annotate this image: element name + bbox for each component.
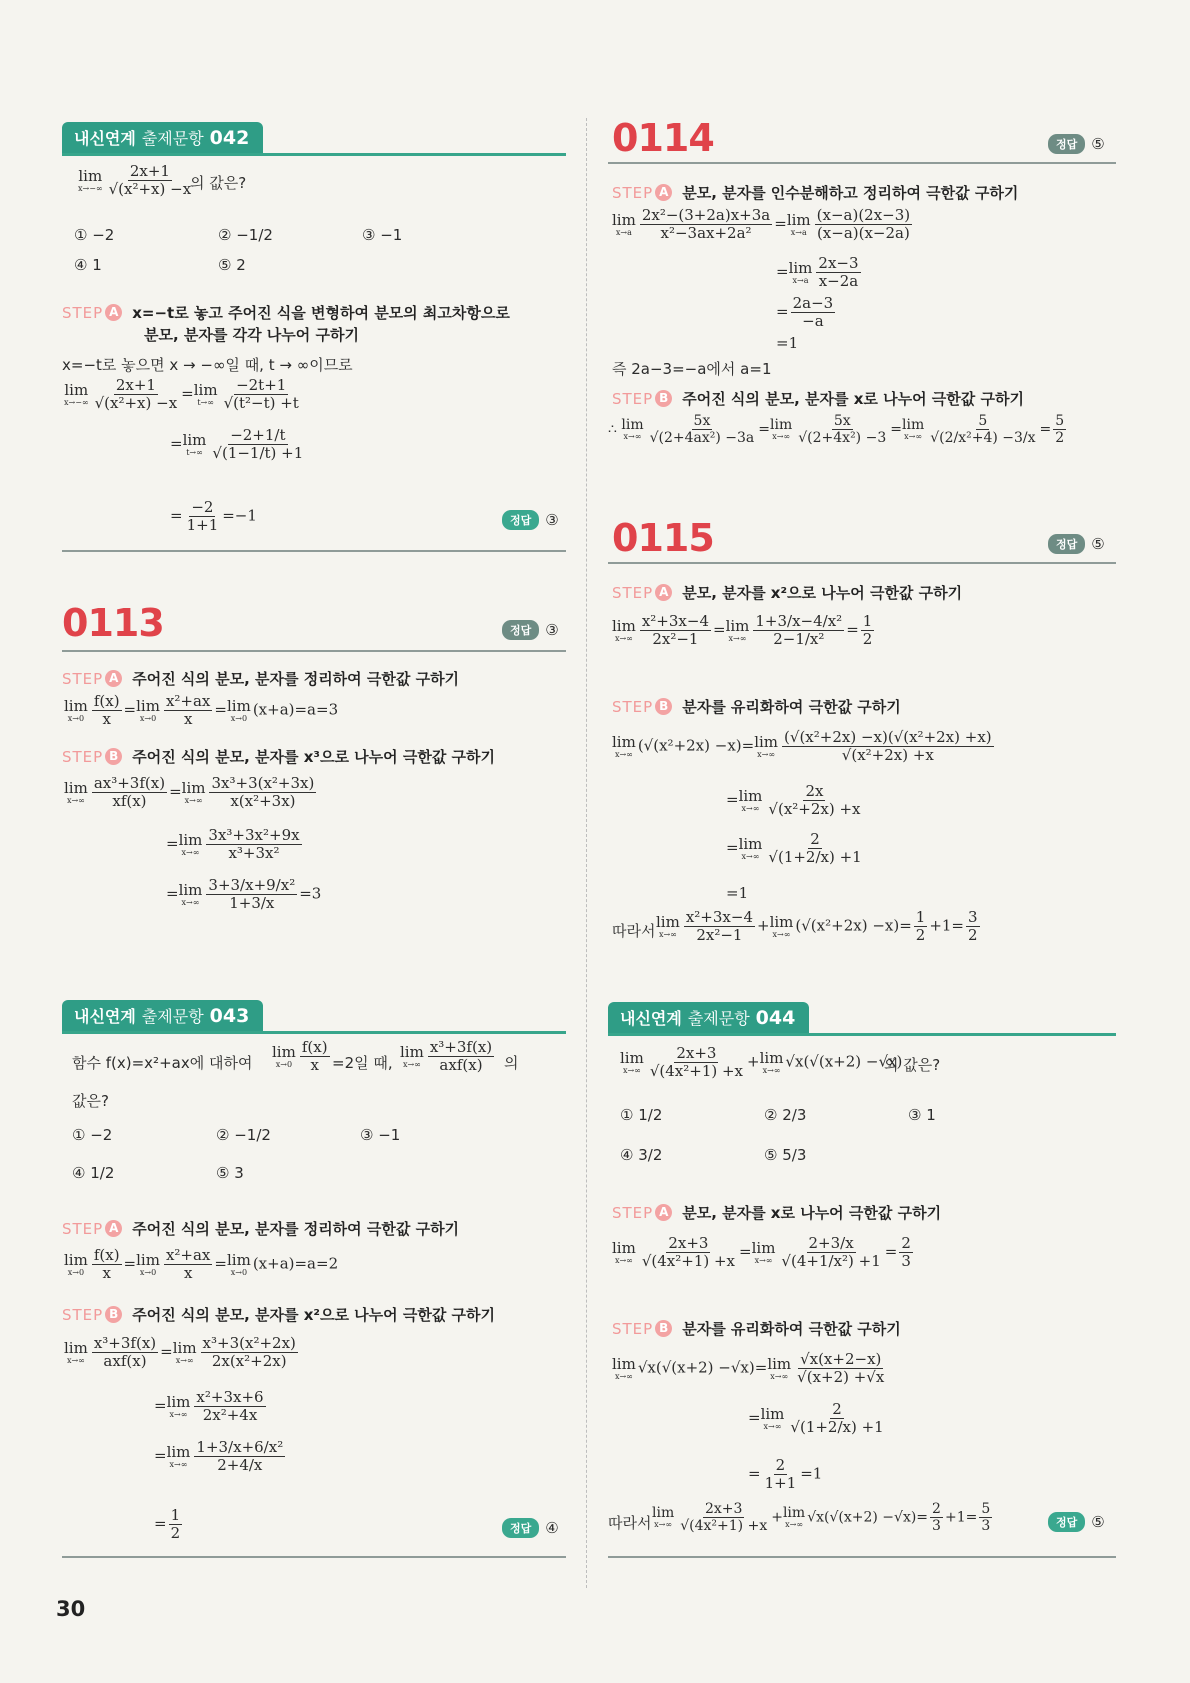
problem-rule bbox=[608, 562, 1116, 564]
0113-line3: =lim x→∞ $\frac{\text{3x³+3x²+9x}}{\text{x³+3x²}}$ bbox=[166, 826, 300, 862]
step-label: STEP bbox=[612, 389, 654, 408]
divider bbox=[62, 550, 566, 552]
step-b-text: 주어진 식의 분모, 분자를 x³으로 나누어 극한값 구하기 bbox=[132, 748, 496, 766]
problem-number-0113: 0113 bbox=[62, 601, 164, 645]
0114-line3: = $\frac{2a-3}{-a}$ bbox=[776, 294, 834, 330]
q043-choice-2: ② −1/2 bbox=[216, 1126, 271, 1144]
q044-choice-1: ① 1/2 bbox=[620, 1106, 663, 1124]
step-label: STEP bbox=[612, 1203, 654, 1222]
answer-0114 bbox=[1048, 134, 1105, 154]
0115-line1: lim x→∞ $\frac{\text{x²+3x−4}}{\text{2x²−1}}$ =lim x→∞ $\frac{\text{1+3/x−4/x²}}{\text{2−1/x²}}$ = $\frac{1}{2}$ bbox=[612, 612, 873, 648]
0115-line2: lim x→∞ (√(x²+2x) −x)=lim x→∞ $\frac{\text{(√(x²+2x) −x)(√(x²+2x) +x)}}{\text{√(x²+2x) +x}}$ bbox=[612, 728, 992, 764]
043-line3: =lim x→∞ $\frac{\text{x²+3x+6}}{\text{2x²+4x}}$ bbox=[154, 1388, 264, 1424]
step-a-0113: STEP A 주어진 식의 분모, 분자를 정리하여 극한값 구하기 bbox=[62, 669, 460, 688]
banner-number: 043 bbox=[209, 1004, 250, 1027]
banner-label: 내신연계 bbox=[74, 129, 136, 148]
q043-question-tail: 의 bbox=[504, 1054, 519, 1072]
q044-choice-4: ④ 3/2 bbox=[620, 1146, 663, 1164]
step-label: STEP bbox=[62, 1305, 104, 1324]
q043-question-mid: =2일 때, bbox=[332, 1054, 393, 1072]
044-line5: lim x→∞ $\frac{2x+3}{\text{√(4x²+1) +x}}$ +lim x→∞ √x(√(x+2) −√x)= $\frac{2}{3}$ +1= $\frac{5}{3}$ bbox=[652, 1501, 991, 1534]
answer-0115 bbox=[1048, 534, 1105, 554]
answer-043 bbox=[502, 1518, 559, 1538]
q042-solution-line2: =lim t→∞ $\frac{-2+1/t}{√(1-1/t) +1}$ bbox=[170, 426, 304, 462]
step-label: STEP bbox=[62, 303, 104, 322]
section-banner-043 bbox=[62, 1000, 566, 1034]
step-label: STEP bbox=[612, 1319, 654, 1338]
q044-question-tail: 의 값은? bbox=[884, 1056, 941, 1074]
step-a-text: 주어진 식의 분모, 분자를 정리하여 극한값 구하기 bbox=[132, 1220, 460, 1238]
step-a-text-cont: 분모, 분자를 각각 나누어 구하기 bbox=[144, 326, 359, 344]
step-a-042-cont bbox=[144, 324, 359, 345]
q043-question-tail2: 값은? bbox=[72, 1092, 109, 1110]
step-label: STEP bbox=[62, 1219, 104, 1238]
answer-pill: 정답 bbox=[1048, 1512, 1085, 1532]
q042-choice-1: ① −2 bbox=[74, 226, 115, 244]
q043-expr2: lim x→∞ $\frac{\text{x³+3f(x)}}{\text{axf(x)}}$ bbox=[400, 1038, 493, 1074]
answer-044 bbox=[1048, 1512, 1105, 1532]
problem-number-0115: 0115 bbox=[612, 516, 714, 560]
step-b-0115: STEP B 분자를 유리화하여 극한값 구하기 bbox=[612, 697, 901, 716]
0114-line2: =lim x→a $\frac{2x-3}{x-2a}$ bbox=[776, 254, 859, 290]
answer-value: ③ bbox=[545, 621, 559, 639]
q043-choice-4: ④ 1/2 bbox=[72, 1164, 115, 1182]
problem-rule bbox=[62, 650, 566, 652]
q042-choice-4: ④ 1 bbox=[74, 256, 102, 274]
0114-line4: =1 bbox=[776, 334, 799, 352]
answer-value: ④ bbox=[545, 1519, 559, 1537]
step-a-text: 분모, 분자를 인수분해하고 정리하여 극한값 구하기 bbox=[682, 184, 1019, 202]
banner-sub: 출제문항 bbox=[141, 1007, 204, 1026]
q042-choice-5: ⑤ 2 bbox=[218, 256, 246, 274]
q043-question: 함수 f(x)=x²+ax에 대하여 bbox=[72, 1054, 253, 1072]
step-a-text: 주어진 식의 분모, 분자를 정리하여 극한값 구하기 bbox=[132, 670, 460, 688]
banner-sub: 출제문항 bbox=[141, 129, 204, 148]
answer-value: ⑤ bbox=[1091, 535, 1105, 553]
banner-number: 044 bbox=[755, 1006, 796, 1029]
step-b-text: 주어진 식의 분모, 분자를 x²으로 나누어 극한값 구하기 bbox=[132, 1306, 496, 1324]
step-b-text: 분자를 유리화하여 극한값 구하기 bbox=[682, 1320, 901, 1338]
q043-choice-3: ③ −1 bbox=[360, 1126, 401, 1144]
answer-value: ③ bbox=[545, 511, 559, 529]
0113-line1: lim x→0 $\frac{f(x)}{x}$ =lim x→0 $\frac{\text{x²+ax}}{x}$ =lim x→0 (x+a)=a=3 bbox=[64, 692, 339, 728]
q042-expression: lim x→−∞ $\frac{2x+1}{\text{√(x²+x) −x}}$ bbox=[78, 162, 192, 198]
044-line3: =lim x→∞ $\frac{2}{√(1+2/x) +1}$ bbox=[748, 1400, 884, 1436]
044-conclusion: 따라서 bbox=[608, 1514, 652, 1532]
043-line5: = $\frac{1}{2}$ bbox=[154, 1506, 181, 1542]
step-a-043: STEP A 주어진 식의 분모, 분자를 정리하여 극한값 구하기 bbox=[62, 1219, 460, 1238]
banner-number: 042 bbox=[209, 126, 250, 149]
q044-expression: lim x→∞ $\frac{2x+3}{\text{√(4x²+1) +x}}$ +lim x→∞ √x(√(x+2) −√x) bbox=[620, 1044, 903, 1080]
0115-conclusion: 따라서 bbox=[612, 922, 656, 940]
answer-pill: 정답 bbox=[502, 1518, 539, 1538]
step-label: STEP bbox=[612, 697, 654, 716]
q044-choice-3: ③ 1 bbox=[908, 1106, 936, 1124]
0115-line3: =lim x→∞ $\frac{2x}{\text{√(x²+2x) +x}}$ bbox=[726, 782, 861, 818]
step-b-044: STEP B 분자를 유리화하여 극한값 구하기 bbox=[612, 1319, 901, 1338]
section-banner-044 bbox=[608, 1002, 1116, 1036]
answer-pill: 정답 bbox=[1048, 134, 1085, 154]
banner-label: 내신연계 bbox=[620, 1009, 682, 1028]
answer-pill: 정답 bbox=[502, 510, 539, 530]
divider bbox=[608, 1556, 1116, 1558]
section-banner-042 bbox=[62, 122, 566, 156]
q044-choice-5: ⑤ 5/3 bbox=[764, 1146, 807, 1164]
043-line4: =lim x→∞ $\frac{\text{1+3/x+6/x²}}{2+4/x}$ bbox=[154, 1438, 284, 1474]
step-a-044: STEP A 분모, 분자를 x로 나누어 극한값 구하기 bbox=[612, 1203, 942, 1222]
answer-pill: 정답 bbox=[502, 620, 539, 640]
043-line1: lim x→0 $\frac{f(x)}{x}$ =lim x→0 $\frac{\text{x²+ax}}{x}$ =lim x→0 (x+a)=a=2 bbox=[64, 1246, 339, 1282]
step-b-text: 주어진 식의 분모, 분자를 x로 나누어 극한값 구하기 bbox=[682, 390, 1024, 408]
0114-line5: ∴ lim x→∞ $\frac{5x}{\text{√(2+4ax²) −3a}}$ =lim x→∞ $\frac{5x}{\text{√(2+4x²) −3}}$ =lim x→∞ $\frac{5}{\text{√(2/x²+4) −3/x}}$ = $\frac{5}{2}$ bbox=[608, 413, 1065, 446]
answer-value: ⑤ bbox=[1091, 135, 1105, 153]
problem-rule bbox=[608, 162, 1116, 164]
column-divider bbox=[586, 118, 587, 1588]
q042-choice-3: ③ −1 bbox=[362, 226, 403, 244]
0113-line4: =lim x→∞ $\frac{\text{3+3/x+9/x²}}{1+3/x}$ =3 bbox=[166, 876, 322, 912]
step-label: STEP bbox=[62, 747, 104, 766]
0115-line6: lim x→∞ $\frac{\text{x²+3x−4}}{\text{2x²−1}}$ +lim x→∞ (√(x²+2x) −x)= $\frac{1}{2}$ +1= $\frac{3}{2}$ bbox=[656, 908, 978, 944]
banner-label: 내신연계 bbox=[74, 1007, 136, 1026]
043-line2: lim x→∞ $\frac{\text{x³+3f(x)}}{\text{axf(x)}}$ =lim x→∞ $\frac{\text{x³+3(x²+2x)}}{\text{2x(x²+2x)}}$ bbox=[64, 1334, 296, 1370]
q043-expr1: lim x→0 $\frac{f(x)}{x}$ bbox=[272, 1038, 328, 1074]
step-a-text: 분모, 분자를 x로 나누어 극한값 구하기 bbox=[682, 1204, 942, 1222]
q042-choice-2: ② −1/2 bbox=[218, 226, 273, 244]
044-line2: lim x→∞ √x(√(x+2) −√x)=lim x→∞ $\frac{√x(x+2-x)}{√(x+2) +√x}$ bbox=[612, 1350, 885, 1386]
0115-line5: =1 bbox=[726, 884, 749, 902]
banner-sub: 출제문항 bbox=[687, 1009, 750, 1028]
q042-solution-line1: lim x→−∞ $\frac{2x+1}{\text{√(x²+x) −x}}$ =lim t→∞ $\frac{-2t+1}{\text{√(t²−t) +t}}$ bbox=[64, 376, 299, 412]
step-a-text: 분모, 분자를 x²으로 나누어 극한값 구하기 bbox=[682, 584, 963, 602]
step-b-043: STEP B 주어진 식의 분모, 분자를 x²으로 나누어 극한값 구하기 bbox=[62, 1305, 496, 1324]
q042-question-tail: 의 값은? bbox=[190, 174, 247, 192]
answer-value: ⑤ bbox=[1091, 1513, 1105, 1531]
step-a-0115: STEP A 분모, 분자를 x²으로 나누어 극한값 구하기 bbox=[612, 583, 963, 602]
answer-042 bbox=[502, 510, 559, 530]
step-b-0114: STEP B 주어진 식의 분모, 분자를 x로 나누어 극한값 구하기 bbox=[612, 389, 1024, 408]
step-label: STEP bbox=[612, 183, 654, 202]
q044-choice-2: ② 2/3 bbox=[764, 1106, 807, 1124]
step-a-0114: STEP A 분모, 분자를 인수분해하고 정리하여 극한값 구하기 bbox=[612, 183, 1019, 202]
page-number: 30 bbox=[56, 1597, 86, 1621]
q042-solution-line3: = $\frac{-2}{1+1}$ =−1 bbox=[170, 498, 257, 534]
0114-line1: lim x→a $\frac{\text{2x²−(3+2a)x+3a}}{\text{x²−3ax+2a²}}$ =lim x→a $\frac{(x-a)(2x-3)}{(x-a)(x-2a)}$ bbox=[612, 206, 911, 242]
q042-intro: x=−t로 놓으면 x → −∞일 때, t → ∞이므로 bbox=[62, 356, 353, 374]
step-b-0113: STEP B 주어진 식의 분모, 분자를 x³으로 나누어 극한값 구하기 bbox=[62, 747, 496, 766]
problem-number-0114: 0114 bbox=[612, 116, 714, 160]
0115-line4: =lim x→∞ $\frac{2}{√(1+2/x) +1}$ bbox=[726, 830, 862, 866]
0114-mid: 즉 2a−3=−a에서 a=1 bbox=[612, 360, 772, 378]
step-a-042: STEP A x=−t로 놓고 주어진 식을 변형하여 분모의 최고차항으로 bbox=[62, 303, 510, 322]
answer-0113 bbox=[502, 620, 559, 640]
0113-line2: lim x→∞ $\frac{\text{ax³+3f(x)}}{xf(x)}$ =lim x→∞ $\frac{\text{3x³+3(x²+3x)}}{\text{x(x²+3x)}}$ bbox=[64, 774, 315, 810]
step-label: STEP bbox=[62, 669, 104, 688]
q043-choice-1: ① −2 bbox=[72, 1126, 113, 1144]
044-line1: lim x→∞ $\frac{2x+3}{\text{√(4x²+1) +x}}$ =lim x→∞ $\frac{2+3/x}{\text{√(4+1/x²) +1}}$ = $\frac{2}{3}$ bbox=[612, 1234, 911, 1270]
answer-pill: 정답 bbox=[1048, 534, 1085, 554]
044-line4: = $\frac{2}{1+1}$ =1 bbox=[748, 1456, 823, 1492]
step-label: STEP bbox=[612, 583, 654, 602]
step-b-text: 분자를 유리화하여 극한값 구하기 bbox=[682, 698, 901, 716]
step-a-text: x=−t로 놓고 주어진 식을 변형하여 분모의 최고차항으로 bbox=[132, 304, 510, 322]
divider bbox=[62, 1556, 566, 1558]
q043-choice-5: ⑤ 3 bbox=[216, 1164, 244, 1182]
